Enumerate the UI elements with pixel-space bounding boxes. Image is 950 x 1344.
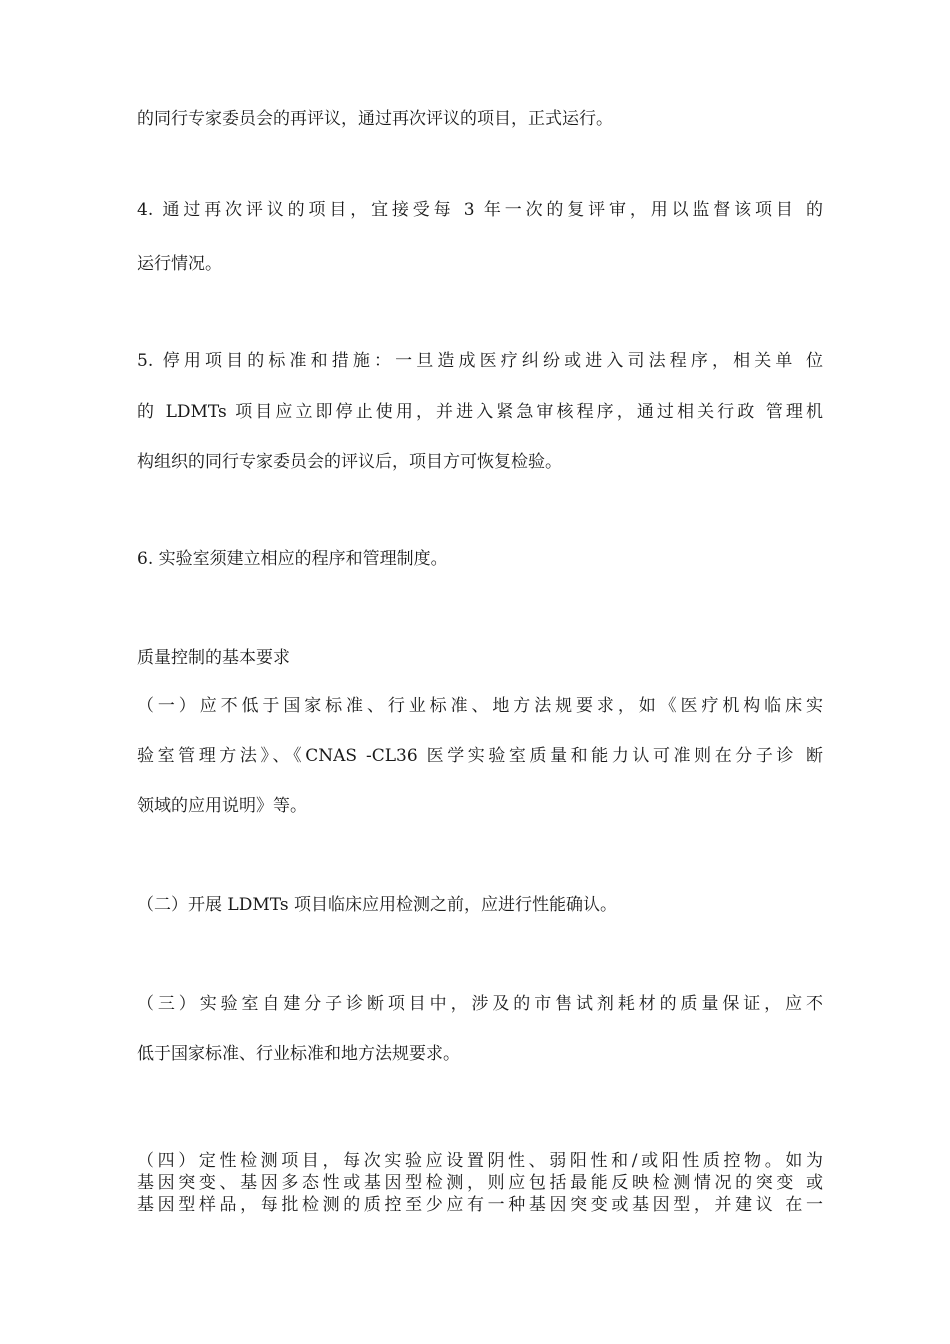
paragraph-line: 基因型样品，每批检测的质控至少应有一种基因突变或基因型，并建议 在一 — [137, 1195, 823, 1215]
paragraph-line: （二）开展 LDMTs 项目临床应用检测之前，应进行性能确认。 — [137, 895, 617, 915]
paragraph-line: 构组织的同行专家委员会的评议后，项目方可恢复检验。 — [137, 452, 562, 472]
paragraph-line: 低于国家标准、行业标准和地方法规要求。 — [137, 1044, 460, 1064]
paragraph-line: 6. 实验室须建立相应的程序和管理制度。 — [137, 549, 448, 569]
paragraph-line: 运行情况。 — [137, 254, 222, 274]
paragraph-line: 验室管理方法》、《CNAS -CL36 医学实验室质量和能力认可准则在分子诊 断 — [137, 746, 823, 766]
paragraph-line: （三）实验室自建分子诊断项目中，涉及的市售试剂耗材的质量保证，应不 — [137, 994, 823, 1014]
paragraph-line: 基因突变、基因多态性或基因型检测，则应包括最能反映检测情况的突变 或 — [137, 1173, 823, 1193]
paragraph-line: 的同行专家委员会的再评议，通过再次评议的项目，正式运行。 — [137, 109, 613, 129]
paragraph-line: 领域的应用说明》等。 — [137, 796, 307, 816]
paragraph-line: 的 LDMTs 项目应立即停止使用，并进入紧急审核程序，通过相关行政 管理机 — [137, 402, 823, 422]
paragraph-line: （一）应不低于国家标准、行业标准、地方法规要求，如《医疗机构临床实 — [137, 696, 823, 716]
paragraph-line: 4. 通过再次评议的项目，宜接受每 3 年一次的复评审，用以监督该项目 的 — [137, 200, 823, 220]
paragraph-line: （四）定性检测项目，每次实验应设置阴性、弱阳性和/或阳性质控物。如为 — [137, 1151, 823, 1171]
paragraph-line: 5. 停用项目的标准和措施：一旦造成医疗纠纷或进入司法程序，相关单 位 — [137, 351, 823, 371]
section-heading: 质量控制的基本要求 — [137, 648, 290, 668]
